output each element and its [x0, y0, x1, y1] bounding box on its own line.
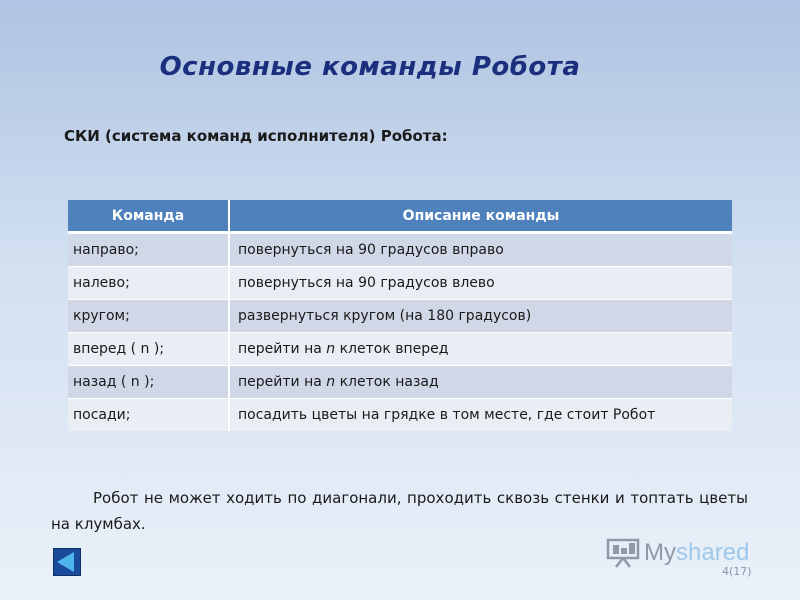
table-header-row	[68, 200, 732, 233]
note-paragraph: Робот не может ходить по диагонали, проходить сквозь стенки и топтать цветы на клумбах.	[51, 489, 748, 533]
description-text: повернуться на 90 градусов влево	[238, 275, 495, 291]
description-text: клеток назад	[335, 374, 439, 390]
table-row	[68, 233, 732, 267]
command-cell: налево;	[68, 267, 229, 300]
table-row	[68, 300, 732, 333]
description-text: перейти на	[238, 374, 327, 390]
command-cell: направо;	[68, 233, 229, 267]
command-cell: вперед ( n );	[68, 333, 229, 366]
page-number: 4(17)	[722, 565, 752, 578]
back-triangle-icon	[57, 552, 74, 572]
description-cell	[229, 267, 732, 300]
back-button[interactable]	[53, 548, 81, 576]
watermark-text-right: shared	[676, 539, 750, 566]
description-cell	[229, 233, 732, 267]
table-row	[68, 267, 732, 300]
watermark-text-left: My	[644, 539, 676, 566]
variable-n: n	[326, 374, 336, 390]
watermark-text	[644, 539, 749, 567]
description-cell	[229, 333, 732, 366]
table-row	[68, 399, 732, 432]
command-cell: посади;	[68, 399, 229, 432]
variable-n: n	[326, 341, 336, 357]
command-cell: кругом;	[68, 300, 229, 333]
commands-table	[68, 200, 732, 431]
header-command: Команда	[68, 200, 229, 233]
slide-title: Основные команды Робота	[159, 52, 581, 82]
description-text: перейти на	[238, 341, 327, 357]
description-text: клеток вперед	[335, 341, 449, 357]
table-row	[68, 333, 732, 366]
header-description: Описание команды	[229, 200, 732, 233]
description-cell	[229, 399, 732, 432]
description-cell	[229, 366, 732, 399]
description-cell	[229, 300, 732, 333]
description-text: повернуться на 90 градусов вправо	[238, 242, 504, 258]
presentation-board-icon	[606, 538, 640, 568]
description-text: посадить цветы на грядке в том месте, где стоит Робот	[238, 407, 656, 423]
command-cell: назад ( n );	[68, 366, 229, 399]
table-row	[68, 366, 732, 399]
description-text: развернуться кругом (на 180 градусов)	[238, 308, 532, 324]
subtitle: СКИ (система команд исполнителя) Робота:	[64, 127, 448, 145]
